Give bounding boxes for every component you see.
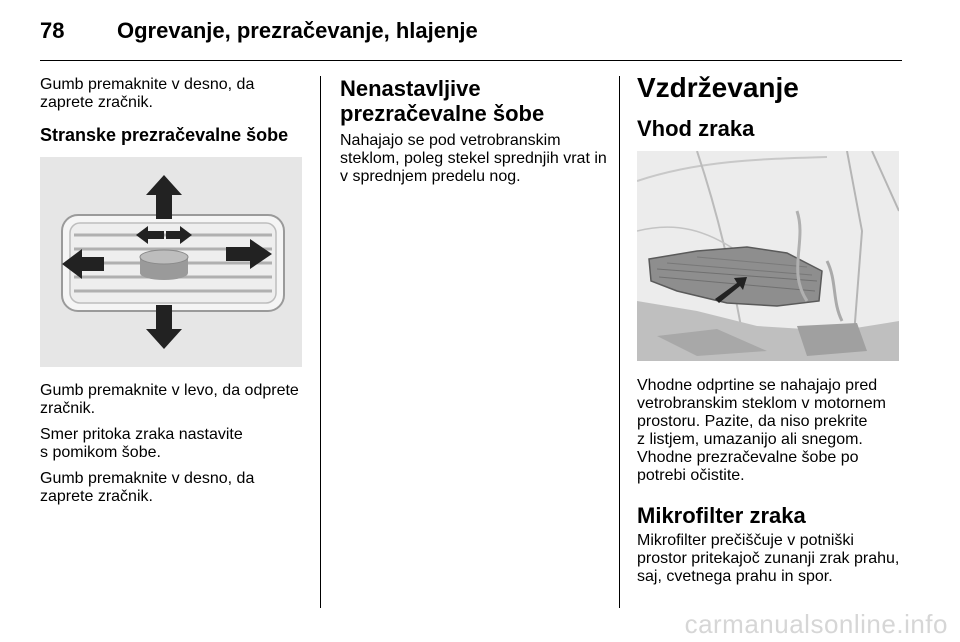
air-inlet-heading: Vhod zraka [637, 116, 755, 141]
column-2 [340, 76, 610, 186]
air-inlet-svg [637, 151, 899, 361]
fixed-vents-heading: Nenastavljive prezračevalne šobe [340, 76, 545, 126]
paragraph-top: Gumb premaknite v desno, da zaprete zračnik. [40, 76, 255, 111]
header-divider [40, 60, 902, 61]
paragraph-direction: Smer pritoka zraka nastavite s pomikom šobe. [40, 426, 243, 461]
air-inlet-photo [637, 151, 899, 361]
paragraph-open: Gumb premaknite v levo, da odprete zračnik. [40, 382, 299, 417]
column-1 [40, 76, 310, 146]
side-vent-illustration [40, 157, 302, 367]
column-3-lower [637, 377, 909, 586]
microfilter-paragraph: Mikrofilter prečiščuje v potniški prostor pritekajoč zunanji zrak prahu, saj, cvetnega prahu in spor. [637, 532, 900, 585]
side-vent-svg [40, 157, 302, 367]
column-3 [637, 72, 907, 141]
fixed-vents-paragraph: Nahajajo se pod vetrobranskim steklom, poleg stekel sprednjih vrat in v sprednjem predelu nog. [340, 132, 607, 185]
page-number: 78 [40, 18, 65, 43]
microfilter-heading: Mikrofilter zraka [637, 503, 806, 528]
air-inlet-paragraph: Vhodne odprtine se nahajajo pred vetrobranskim steklom v motornem prostoru. Pazite, da niso prekrite z listjem, umazanijo ali snegom. Vhodne prezračevalne šobe po potrebi očistite. [637, 377, 886, 484]
column-1-lower [40, 382, 312, 506]
column-divider-2 [619, 76, 620, 608]
page-title: Ogrevanje, prezračevanje, hlajenje [117, 18, 478, 43]
maintenance-heading: Vzdrževanje [637, 72, 799, 103]
side-vents-heading: Stranske prezračevalne šobe [40, 125, 289, 145]
paragraph-close: Gumb premaknite v desno, da zaprete zračnik. [40, 470, 255, 505]
column-divider-1 [320, 76, 321, 608]
watermark: carmanualsonline.info [684, 609, 948, 639]
